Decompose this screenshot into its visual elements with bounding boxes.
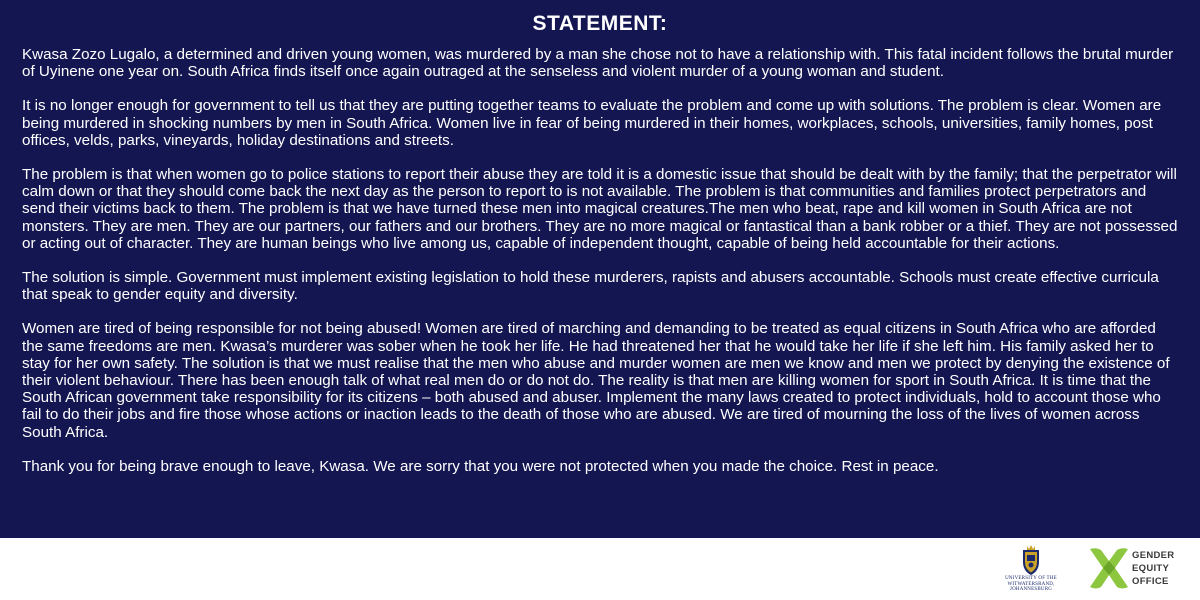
geo-name-line: GENDER [1132,550,1175,561]
geo-name-line: OFFICE [1132,576,1169,587]
wits-university-logo [985,544,1077,598]
statement-paragraph: Kwasa Zozo Lugalo, a determined and driven young women, was murdered by a man she chose not to have a relationship with. This fatal incident follows the brutal murder of Uyinene one year on. South Africa finds itself once again outraged at the senseless and violent murder of a young woman and student. [22,46,1174,81]
statement-paragraph: It is no longer enough for government to tell us that they are putting together teams to evaluate the problem and come up with solutions. The problem is clear. Women are being murdered in shocking numbers by men in South Africa. Women live in fear of being murdered in their homes, workplaces, schools, universities, family homes, post offices, velds, parks, vineyards, holiday destinations and streets. [22,97,1162,149]
statement-paragraph: The problem is that when women go to police stations to report their abuse they are told it is a domestic issue that should be dealt with by the family; that the perpetrator will calm down or that they should come back the next day as the person to report to is not available. The problem is that communities and families protect perpetrators and send their victims back to them. The problem is that we have turned these men into magical creatures.The men who beat, rape and kill women in South Africa are not monsters. They are men. They are our partners, our fathers and our brothers. They are no more magical or fantastical than a bank robber or a thief. They are not possessed or acting out of character. They are human beings who live among us, capable of independent thought, capable of being held accountable for their actions. [22,166,1178,252]
statement-title: STATEMENT: [532,12,668,35]
footer [0,538,1200,600]
wits-crest-icon [1020,544,1042,576]
statement-paragraph: Thank you for being brave enough to leave, Kwasa. We are sorry that you were not protected when you made the choice. Rest in peace. [22,457,939,475]
wits-name-line: JOHANNESBURG [1009,587,1053,592]
geo-x-mark-icon [1088,546,1130,592]
geo-name-line: EQUITY [1132,563,1170,574]
wits-name-line: UNIVERSITY OF THE [1005,576,1057,581]
statement-paragraph: The solution is simple. Government must implement existing legislation to hold these murderers, rapists and abusers accountable. Schools must create effective curricula that speak to gender equity and diversity. [22,269,1159,304]
wits-name-line: WITWATERSRAND, [1007,581,1055,587]
statement-paragraph: Women are tired of being responsible for not being abused! Women are tired of marching and demanding to be treated as equal citizens in South Africa who are afforded the same freedoms are men. Kwasa’s murderer was sober when he took her life. He had threatened her that he would take her life if she left him. His family asked her to stay for her own safety. The solution is that we must realise that the men who abuse and murder women are men we know and men we protect by denying the existence of their violent behaviour. There has been enough talk of what real men do or do not do. The reality is that men are killing women for sport in South Africa. It is time that the South African government take responsibility for its citizens – both abused and abuser. Implement the many laws created to protect individuals, hold to account those who fail to do their jobs and fire those whose actions or inaction leads to the death of those who are abused. We are tired of mourning the loss of the lives of women across South Africa. [22,320,1170,441]
geo-name [1132,549,1174,588]
gender-equity-office-logo [1088,546,1188,596]
